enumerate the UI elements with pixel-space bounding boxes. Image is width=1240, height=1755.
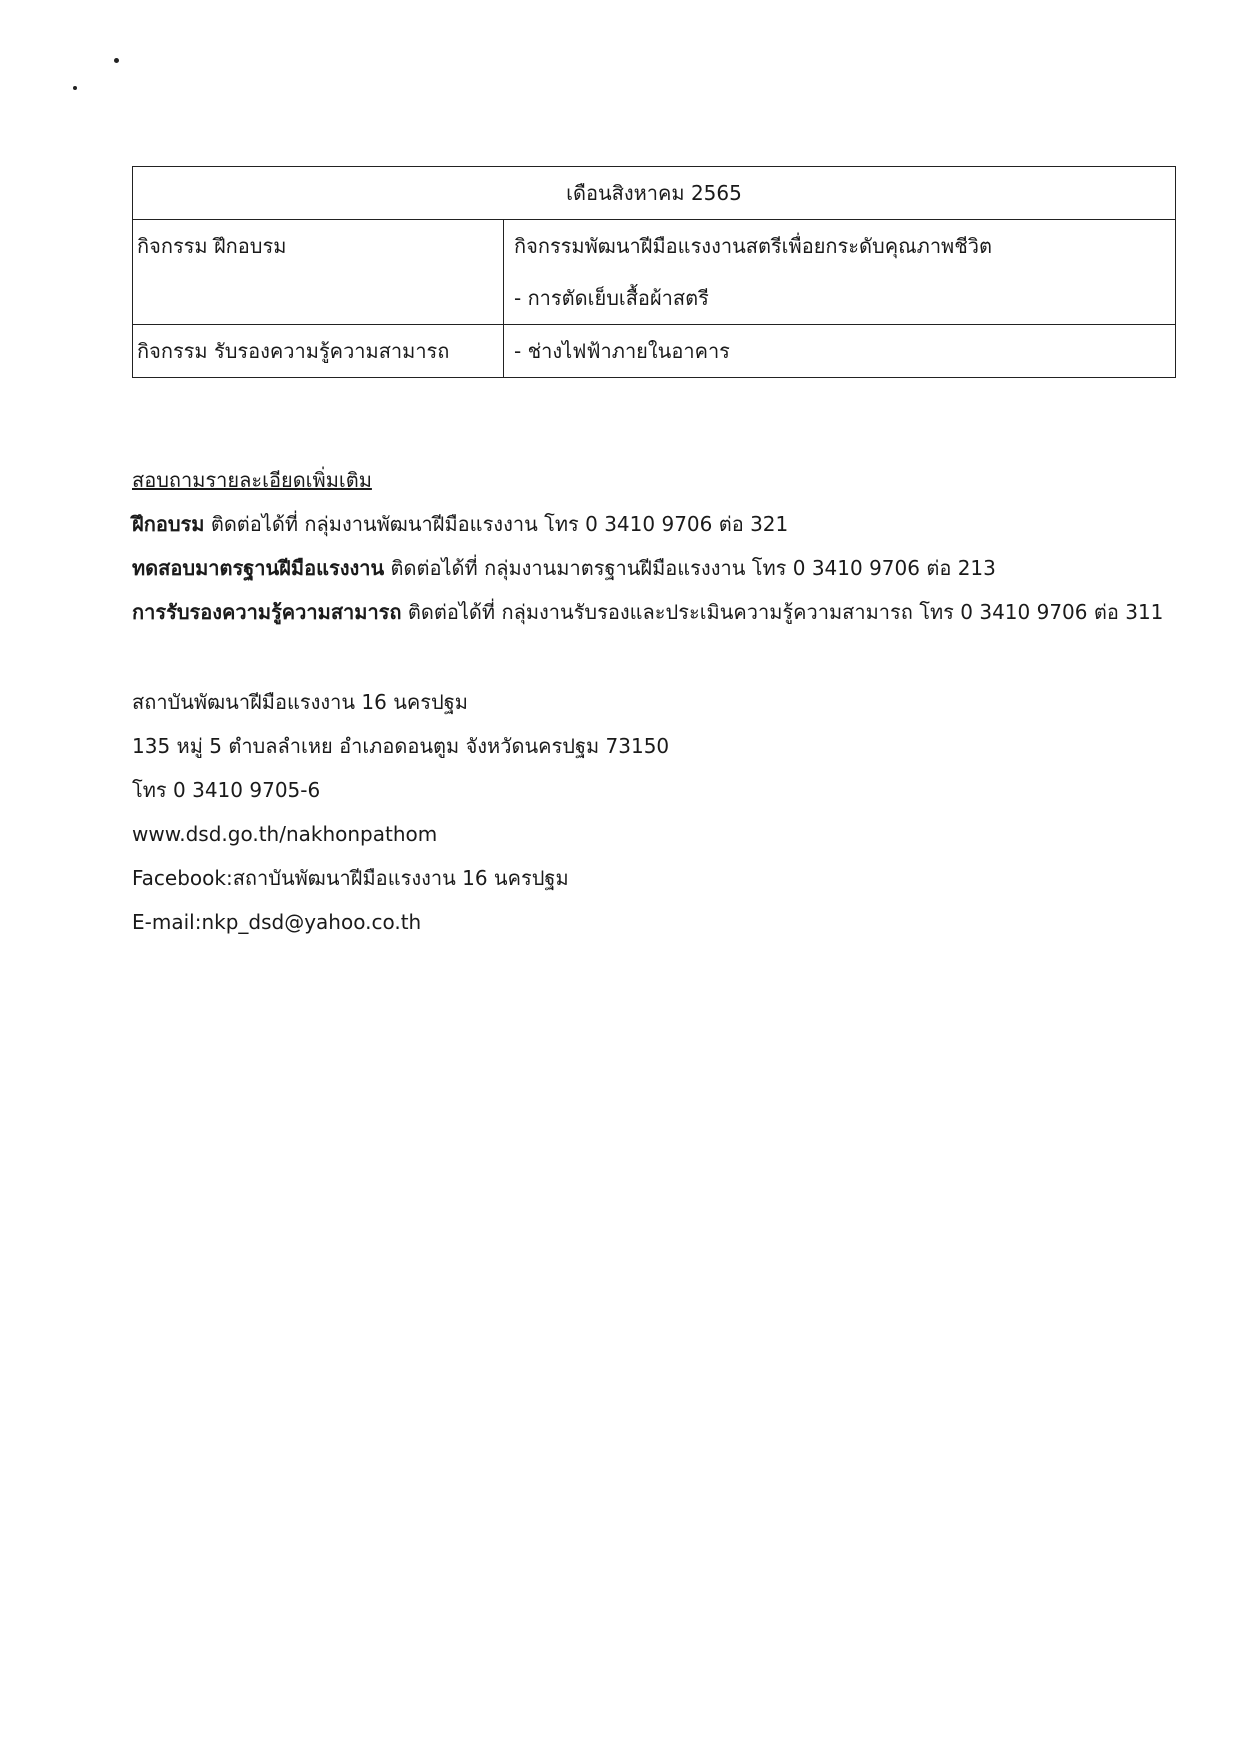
contact-text: ติดต่อได้ที่ กลุ่มงานรับรองและประเมินความรู้ความสามารถ โทร 0 3410 9706 ต่อ 311 xyxy=(407,600,1164,624)
table-header-row xyxy=(133,167,1176,220)
scan-speck xyxy=(114,58,119,63)
institute-name: สถาบันพัฒนาฝีมือแรงงาน 16 นครปฐม xyxy=(132,690,468,714)
contact-text: ติดต่อได้ที่ กลุ่มงานมาตรฐานฝีมือแรงงาน โทร 0 3410 9706 ต่อ 213 xyxy=(390,556,996,580)
institute-website: www.dsd.go.th/nakhonpathom xyxy=(132,822,438,846)
month-heading: เดือนสิงหาคม 2565 xyxy=(133,167,1176,220)
contact-label: ฝึกอบรม xyxy=(132,512,205,536)
detail-cell xyxy=(504,325,1176,378)
contact-line-training xyxy=(132,502,1163,546)
contact-label: ทดสอบมาตรฐานฝีมือแรงงาน xyxy=(132,556,385,580)
detail-line: - ช่างไฟฟ้าภายในอาคาร xyxy=(514,339,730,363)
contact-line-standard-test xyxy=(132,546,1163,590)
institute-info xyxy=(132,680,669,944)
detail-cell xyxy=(504,220,1176,325)
category-cell: กิจกรรม ฝึกอบรม xyxy=(133,220,504,325)
contact-section xyxy=(132,458,1163,634)
institute-address: 135 หมู่ 5 ตำบลลำเหย อำเภอดอนตูม จังหวัดนครปฐม 73150 xyxy=(132,734,670,758)
institute-phone: โทร 0 3410 9705-6 xyxy=(132,778,321,802)
institute-facebook: Facebook:สถาบันพัฒนาฝีมือแรงงาน 16 นครปฐม xyxy=(132,866,569,890)
institute-email: E-mail:nkp_dsd@yahoo.co.th xyxy=(132,910,422,934)
contact-line-certification xyxy=(132,590,1163,634)
detail-line: - การตัดเย็บเสื้อผ้าสตรี xyxy=(514,286,709,310)
scan-speck xyxy=(73,86,77,90)
table-row xyxy=(133,325,1176,378)
activity-schedule-table xyxy=(132,166,1176,378)
contact-text: ติดต่อได้ที่ กลุ่มงานพัฒนาฝีมือแรงงาน โทร 0 3410 9706 ต่อ 321 xyxy=(210,512,789,536)
contact-heading: สอบถามรายละเอียดเพิ่มเติม xyxy=(132,468,372,492)
detail-line: กิจกรรมพัฒนาฝีมือแรงงานสตรีเพื่อยกระดับคุณภาพชีวิต xyxy=(514,234,993,258)
table-row xyxy=(133,220,1176,325)
contact-label: การรับรองความรู้ความสามารถ xyxy=(132,600,402,624)
category-cell: กิจกรรม รับรองความรู้ความสามารถ xyxy=(133,325,504,378)
